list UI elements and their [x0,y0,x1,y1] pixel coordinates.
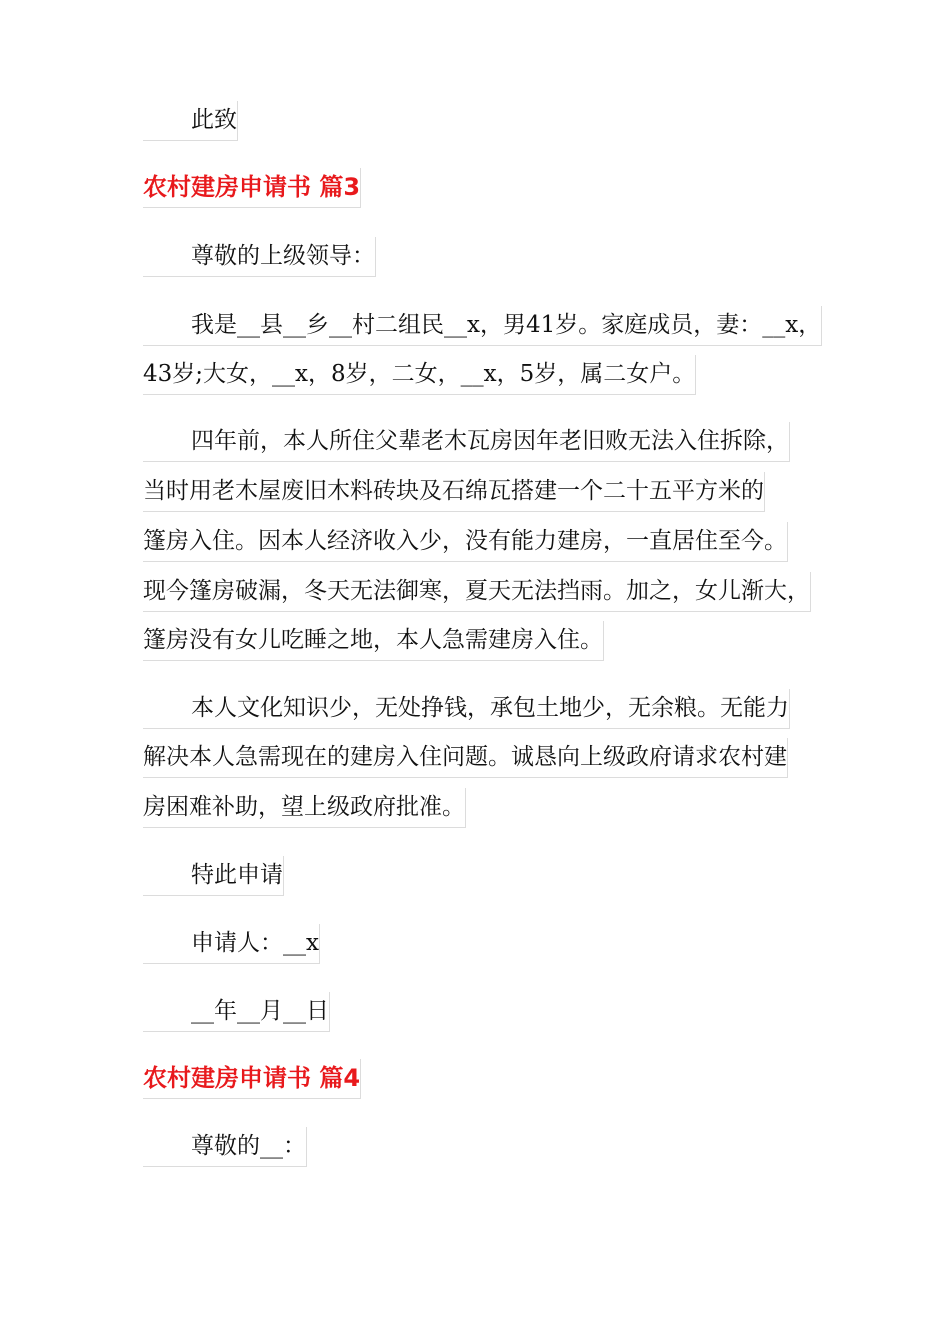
section-3-heading: 农村建房申请书 篇3 [143,168,361,208]
paragraph-line: 当时用老木屋废旧木料砖块及石绵瓦搭建一个二十五平方米的 [143,472,765,512]
applicant-line: 申请人：__x [143,924,320,964]
paragraph-line: 解决本人急需现在的建房入住问题。诚恳向上级政府请求农村建 [143,738,788,778]
paragraph-line: 现今篷房破漏，冬天无法御寒，夏天无法挡雨。加之，女儿渐大， [143,572,811,612]
paragraph-line: 43岁;大女，__x，8岁，二女，__x，5岁，属二女户。 [143,355,696,395]
paragraph-line: 本人文化知识少，无处挣钱，承包土地少，无余粮。无能力 [143,689,790,729]
paragraph-line: 房困难补助，望上级政府批准。 [143,788,466,828]
paragraph-line: 我是__县__乡__村二组民__x，男41岁。家庭成员，妻：__x， [143,306,822,346]
date-line: __年__月__日 [143,992,330,1032]
section-4-heading: 农村建房申请书 篇4 [143,1059,361,1099]
salutation: 尊敬的__： [143,1127,307,1167]
closing-text: 此致 [143,101,238,141]
salutation: 尊敬的上级领导： [143,237,376,277]
paragraph-line: 四年前，本人所住父辈老木瓦房因年老旧败无法入住拆除， [143,422,790,462]
paragraph-line: 篷房没有女儿吃睡之地，本人急需建房入住。 [143,621,604,661]
closing-request: 特此申请 [143,856,284,896]
paragraph-line: 篷房入住。因本人经济收入少，没有能力建房，一直居住至今。 [143,522,788,562]
